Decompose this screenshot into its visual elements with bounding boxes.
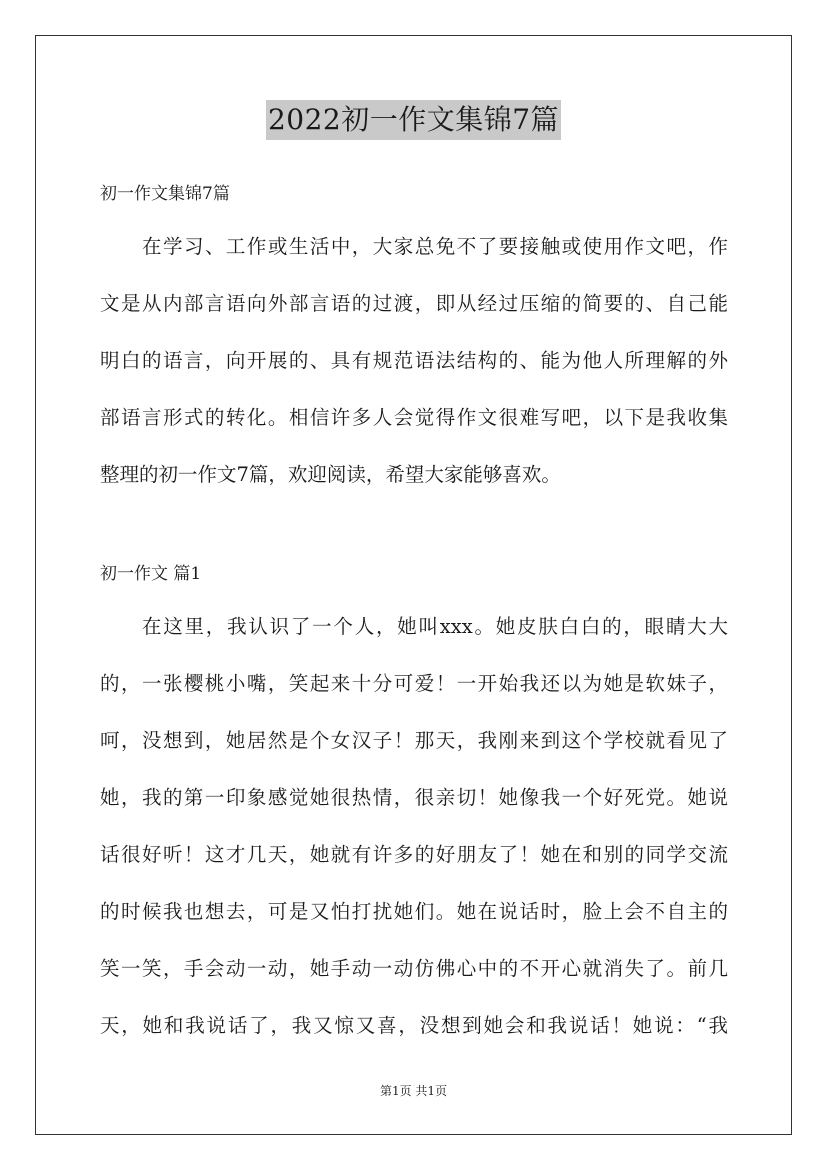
essay-line: 笑一笑，手会动一动，她手动一动仿佛心中的不开心就消失了。前几	[100, 957, 728, 980]
essay-1-paragraph	[100, 598, 728, 1054]
document-title: 2022初一作文集锦7篇	[266, 100, 561, 140]
essay-line: 她，我的第一印象感觉她很热情，很亲切！她像我一个好死党。她说	[100, 786, 728, 809]
intro-line: 文是从内部言语向外部言语的过渡，即从经过压缩的简要的、自己能	[100, 292, 728, 315]
essay-line: 话很好听！这才几天，她就有许多的好朋友了！她在和别的同学交流	[100, 843, 728, 866]
essay-line: 在这里，我认识了一个人，她叫xxx。她皮肤白白的，眼睛大大	[142, 615, 728, 638]
intro-line: 在学习、工作或生活中，大家总免不了要接触或使用作文吧，作	[142, 235, 728, 258]
intro-paragraph	[100, 218, 728, 503]
essay-line: 天，她和我说话了，我又惊又喜，没想到她会和我说话！她说：“我	[100, 1014, 728, 1037]
essay-line: 呵，没想到，她居然是个女汉子！那天，我刚来到这个学校就看见了	[100, 729, 728, 752]
subtitle: 初一作文集锦7篇	[100, 184, 230, 204]
title-area	[0, 100, 827, 140]
intro-line: 部语言形式的转化。相信许多人会觉得作文很难写吧，以下是我收集	[100, 406, 728, 429]
page-footer: 第1页 共1页	[379, 1084, 448, 1098]
essay-line: 的，一张樱桃小嘴，笑起来十分可爱！一开始我还以为她是软妹子，	[100, 672, 728, 695]
essay-1-heading: 初一作文 篇1	[100, 564, 202, 584]
essay-line: 的时候我也想去，可是又怕打扰她们。她在说话时，脸上会不自主的	[100, 900, 728, 923]
intro-line: 整理的初一作文7篇，欢迎阅读，希望大家能够喜欢。	[100, 463, 561, 486]
intro-line: 明白的语言，向开展的、具有规范语法结构的、能为他人所理解的外	[100, 349, 728, 372]
